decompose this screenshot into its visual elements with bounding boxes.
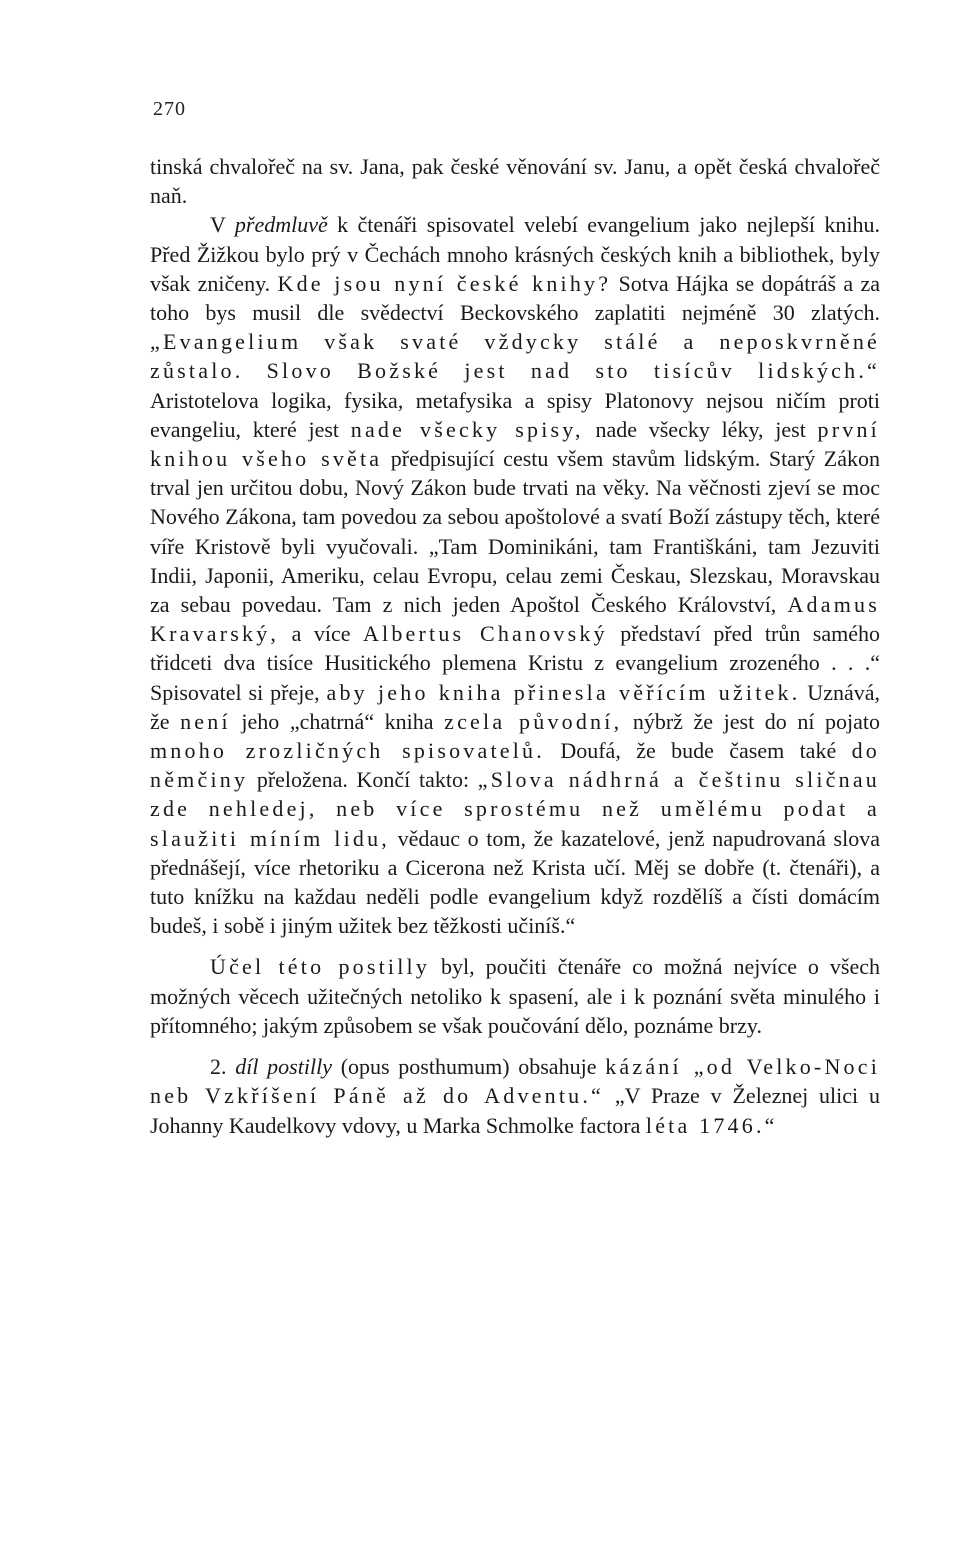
text-segment: předpisující cestu všem stavům lidským. Starý Zákon trval jen určitou dobu, Nový Zákon bude trvati na věky. Na věčnosti zjeví se moc Nového Zákona, tam povedou za sebou apoštolové a svatí Boží zástupy těch, které víře Kristově byli vyučovali. „Tam Dominikáni, tam Františkáni, tam Jezuviti Indii, Japonii, Ameriku, celau Evropu, celau zemi Českau, Slezskau, Moravskau za sebau povedau. Tam z nich jeden Apoštol Českého Království,	[150, 446, 880, 618]
text-segment: mnoho zrozličných spisovatelů.	[150, 738, 545, 764]
text-segment: Adamus Kravarský,	[150, 592, 880, 647]
text-segment: není	[180, 708, 231, 734]
text-segment: díl postilly	[235, 1054, 332, 1080]
text-segment: byl, poučiti čtenáře co možná nejvíce o všech možných věcech užitečných netoliko k spasení, ale i k poznání světa minulého i přítomného; jakým způsobem se však poučování dělo, poznáme brzy.	[150, 954, 880, 1038]
text-segment: Doufá, že bude časem také	[544, 738, 852, 764]
text-segment: a více	[279, 621, 363, 647]
text-segment: do němčiny	[150, 738, 880, 793]
text-segment: přeložena. Končí takto:	[248, 767, 478, 793]
book-page	[150, 0, 880, 1541]
text-segment: předmluvě	[234, 212, 328, 238]
text-segment: kázání „od Velko-Noci neb Vzkříšení Páně až do Adventu.“	[150, 1054, 881, 1109]
text-segment: Kde jsou nyní české knihy?	[277, 270, 612, 296]
text-segment: jeho „chatrná“ kniha	[230, 708, 445, 734]
text-segment: nade všecky léky, jest	[583, 416, 818, 442]
page-number: 270	[153, 98, 186, 120]
paragraph-4	[150, 1052, 880, 1140]
body-text	[150, 152, 880, 1140]
text-segment: „V Praze v Železnej ulici u Johanny Kaudelkovy vdovy, u Marka Schmolke factora	[150, 1083, 880, 1138]
text-segment: první knihou všeho světa	[150, 416, 880, 472]
text-segment: vědauc o tom, že kazatelové, jenž napudrovaná slova přednášejí, více rhetoriku a Cicerona než Krista učí. Měj se dobře (t. čtenáři), a tuto knížku na každau neděli podle evangelium když rozdělíš a čísti domácím budeš, i sobě i jiným užitek bez těžkosti učiníš.“	[150, 825, 880, 939]
text-segment: „Evangelium však svaté vždycky stálé a neposkvrněné zůstalo. Slovo Božské jest nad sto tisícův lidských.“	[150, 329, 880, 384]
text-segment: nýbrž že jest do ní pojato	[622, 708, 880, 734]
text-segment: Sotva Hájka se dopátráš a za toho bys musil dle svědectví Beckovského zaplatiti nejméně 30 zlatých.	[150, 270, 881, 326]
text-segment: Uznává, že	[150, 679, 880, 734]
paragraph-1	[150, 152, 880, 210]
text-segment: tinská chvalořeč na sv. Jana, pak české věnování sv. Janu, a opět česká chvalořeč naň.	[150, 154, 880, 209]
text-segment: Účel této postilly	[210, 954, 431, 980]
text-segment: Aristotelova logika, fysika, metafysika a spisy Platonovy nejsou ničím proti evangeliu, které jest	[150, 387, 880, 442]
text-segment: léta 1746.“	[645, 1112, 778, 1138]
paragraph-2	[150, 210, 880, 940]
paragraph-3	[150, 952, 880, 1040]
text-segment: představí před trůn samého třidceti dva tisíce Husitického plemena Kristu z evangelium zrozeného . . .“ Spisovatel si přeje,	[150, 621, 880, 705]
text-segment: k čtenáři spisovatel velebí evangelium jako nejlepší knihu. Před Žižkou bylo prý v Čechách mnoho krásných českých knih a bibliothek, byly však zničeny.	[150, 212, 880, 296]
text-segment: zcela původní,	[444, 708, 623, 734]
text-segment: (opus posthumum) obsahuje	[331, 1054, 606, 1080]
text-segment: Albertus Chanovský	[362, 621, 608, 647]
text-segment: „Slova nádhrná a češtinu sličnau zde nehledej, neb více sprostému než umělému podat a slaužiti míním lidu,	[150, 767, 880, 851]
text-segment: nade všecky spisy,	[350, 416, 584, 442]
text-segment: 2.	[210, 1054, 236, 1080]
text-segment: V	[210, 212, 235, 238]
text-segment: aby jeho kniha přinesla věřícím užitek.	[326, 679, 801, 705]
